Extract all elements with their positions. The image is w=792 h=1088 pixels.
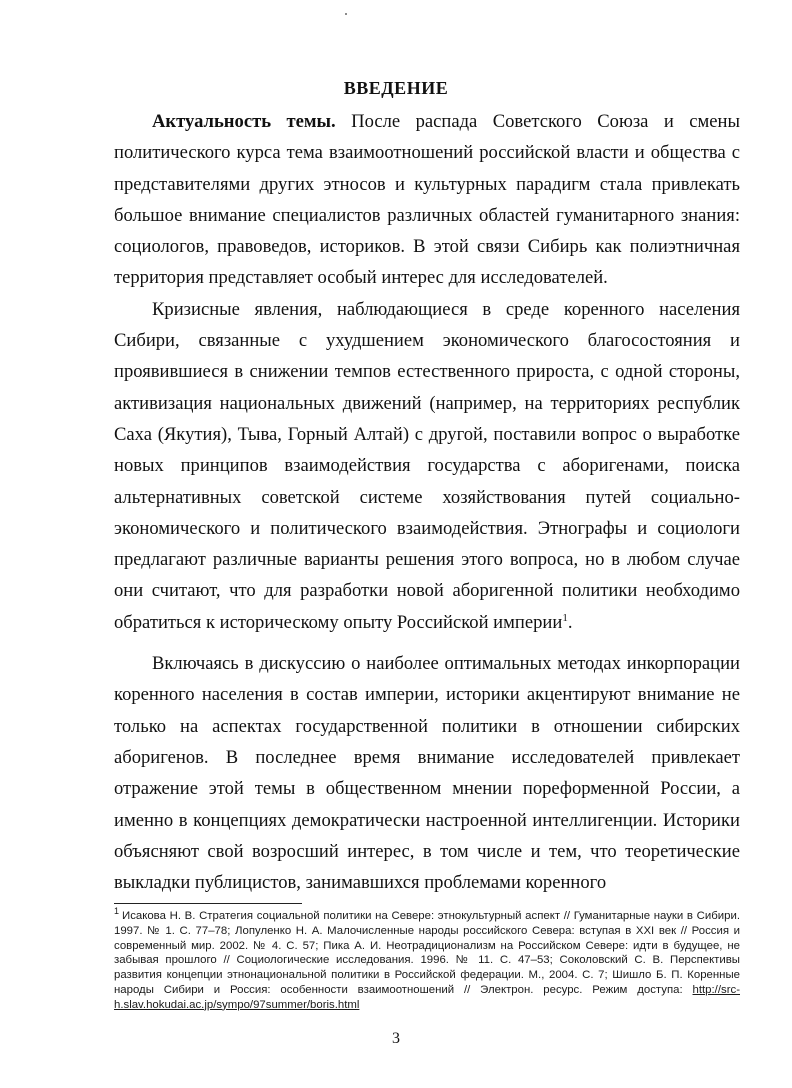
footnote-divider xyxy=(114,903,302,904)
page-heading: ВВЕДЕНИЕ xyxy=(343,78,449,98)
body-text xyxy=(114,106,740,898)
paragraph-lead: Актуальность темы. xyxy=(152,111,336,132)
footnote-number: 1 xyxy=(114,906,120,917)
footnote-link[interactable]: http://src-h.slav.hokudai.ac.jp/sympo/97summer/boris.html xyxy=(114,983,740,1011)
footnote xyxy=(114,906,740,1013)
footnote-text: Исакова Н. В. Стратегия социальной политики на Севере: этнокультурный аспект // Гуманитарные науки в Сибири. 1997. № 1. С. 77–78; Лопуленко Н. А. Малочисленные народы российского Севера: вступая в XXI век // Россия и современный мир. 2002. № 4. С. 57; Пика А. И. Неотрадиционализм на Российском Севере: идти в будущее, не забывая прошлого // Социологические исследования. 1996. № 11. С. 47–53; Соколовский С. В. Перспективы развития концепции этнонациональной политики в Российской федерации. М., 2004. С. 7; Шишло Б. П. Коренные народы Сибири и Россия: особенности взаимоотношений // Электрон. ресурс. Режим доступа: xyxy=(114,910,740,996)
page-number: 3 xyxy=(392,1030,400,1047)
paragraph-text: После распада Советского Союза и смены политического курса тема взаимоотношений российской власти и общества с представителями других этносов и культурных парадигм стала привлекать большое внимание специалистов различных областей гуманитарного знания: социологов, правоведов, историков. В этой связи Сибирь как полиэтничная территория представляет особый интерес для исследователей. xyxy=(114,111,740,289)
paragraph-relevance xyxy=(114,106,740,294)
paragraph-text: Кризисные явления, наблюдающиеся в среде коренного населения Сибири, связанные с ухудшением экономического благосостояния и проявившиеся в снижении темпов естественного прироста, с одной стороны, активизация национальных движений (например, на территориях республик Саха (Якутия), Тыва, Горный Алтай) с другой, поставили вопрос о выработке новых принципов взаимодействия государства с аборигенами, поиска альтернативных советской системе хозяйствования путей социально-экономического и политического взаимодействия. Этнографы и социологи предлагают различные варианты решения этого вопроса, но в любом случае они считают, что для разработки новой аборигенной политики необходимо обратиться к историческому опыту Российской империи xyxy=(114,298,740,633)
scan-speck xyxy=(345,13,347,15)
paragraph-crisis xyxy=(114,294,740,638)
paragraph-text: Включаясь в дискуссию о наиболее оптимальных методах инкорпорации коренного населения в состав империи, историки акцентируют внимание не только на аспектах государственной политики в отношении сибирских аборигенов. В последнее время внимание исследователей привлекает отражение этой темы в общественном мнении пореформенной России, а именно в концепциях демократически настроенной интеллигенции. Историки объясняют свой возросший интерес, в том числе и тем, что теоретические выкладки публицистов, занимавшихся проблемами коренного xyxy=(114,653,740,894)
paragraph-tail: . xyxy=(567,611,573,633)
footnote-reference[interactable]: 1 xyxy=(562,611,568,624)
paragraph-discussion xyxy=(114,648,740,898)
